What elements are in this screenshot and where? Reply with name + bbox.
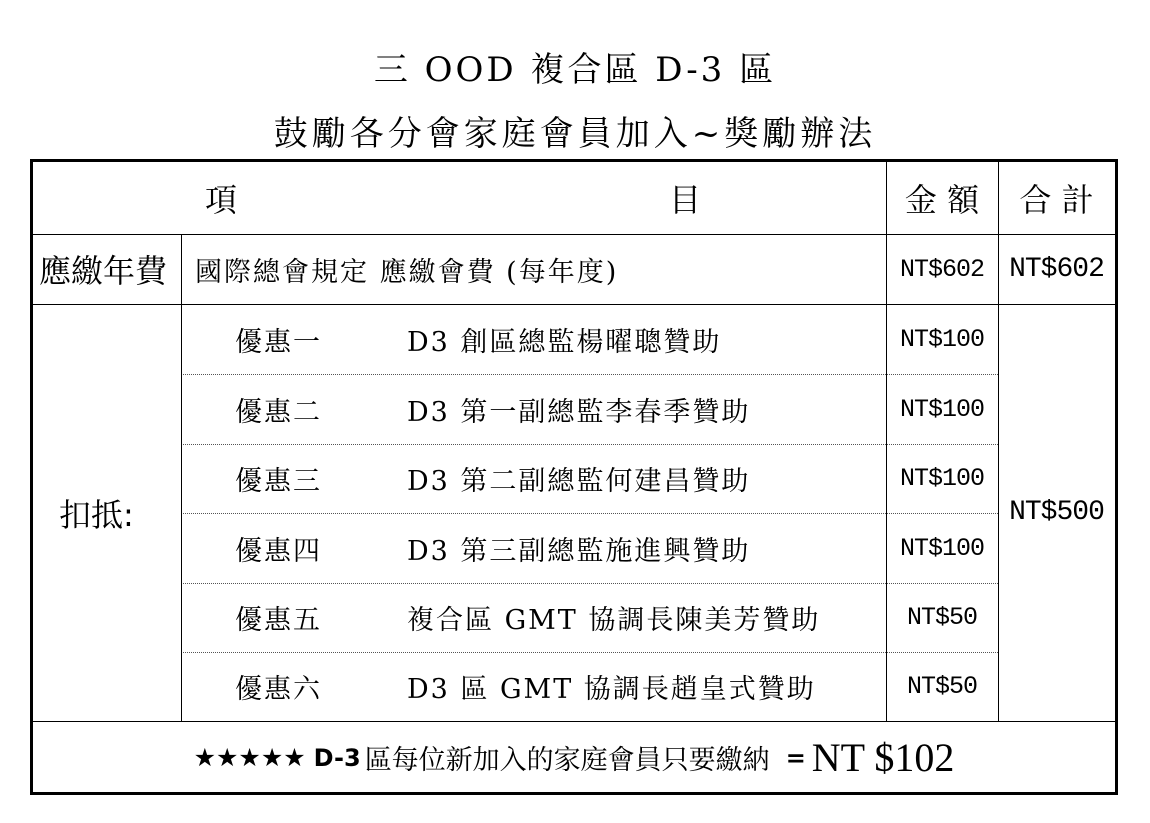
title-line-1: 三 OOD 複合區 D-3 區 bbox=[373, 50, 777, 90]
discount-name: 優惠一 bbox=[235, 326, 322, 358]
fee-description: 國際總會規定 應繳會費 (每年度) bbox=[195, 256, 619, 288]
discount-label: 扣抵: bbox=[59, 495, 134, 534]
footer-district: D-3 bbox=[313, 743, 361, 772]
discount-amount: NT$50 bbox=[906, 672, 977, 701]
footer-text: 區每位新加入的家庭會員只要繳納 bbox=[364, 745, 770, 776]
footer-amount: NT $102 bbox=[811, 735, 955, 780]
discount-amount: NT$100 bbox=[899, 394, 984, 424]
discount-sponsor: D3 第三副總監施進興贊助 bbox=[407, 535, 751, 567]
fee-total: NT$602 bbox=[1009, 253, 1104, 285]
discount-sponsor: D3 區 GMT 協調長趙皇式贊助 bbox=[407, 674, 816, 705]
fee-amount-cell bbox=[886, 234, 998, 304]
stars-icon: ★★★★★ bbox=[193, 743, 306, 772]
discount-amount-cell bbox=[886, 304, 998, 374]
discount-name: 優惠三 bbox=[235, 466, 322, 497]
header-total: 合 計 bbox=[1019, 181, 1094, 219]
discount-amount-cell bbox=[886, 444, 998, 513]
header-item-left: 項 bbox=[205, 181, 238, 219]
fee-label: 應繳年費 bbox=[39, 252, 168, 290]
header-item-right: 目 bbox=[669, 181, 702, 219]
footer-equals: = bbox=[785, 743, 806, 772]
discount-sponsor: D3 第二副總監何建昌贊助 bbox=[407, 466, 751, 497]
discount-sponsor: D3 第一副總監李春季贊助 bbox=[407, 396, 751, 428]
column-divider bbox=[181, 234, 182, 721]
discount-amount-cell bbox=[886, 374, 998, 444]
discount-name: 優惠四 bbox=[235, 535, 322, 567]
title-line-2: 鼓勵各分會家庭會員加入~獎勵辦法 bbox=[273, 114, 877, 154]
discount-amount: NT$100 bbox=[899, 533, 984, 563]
discount-amount: NT$50 bbox=[906, 603, 977, 632]
discount-amount-cell bbox=[886, 652, 998, 721]
discount-name: 優惠六 bbox=[235, 674, 322, 705]
discount-name: 優惠二 bbox=[235, 396, 322, 428]
discount-total: NT$500 bbox=[1009, 497, 1104, 528]
header-amount: 金 額 bbox=[904, 181, 980, 219]
row-divider bbox=[33, 721, 1115, 722]
discount-amount-cell bbox=[886, 513, 998, 583]
discount-amount-cell bbox=[886, 583, 998, 652]
discount-amount: NT$100 bbox=[899, 324, 984, 354]
discount-name: 優惠五 bbox=[235, 605, 322, 636]
fee-amount: NT$602 bbox=[899, 254, 984, 284]
discount-sponsor: D3 創區總監楊曜聰贊助 bbox=[407, 326, 722, 358]
footer-summary bbox=[33, 723, 1115, 792]
discount-amount: NT$100 bbox=[899, 464, 984, 493]
reward-table bbox=[30, 159, 1118, 795]
discount-sponsor: 複合區 GMT 協調長陳美芳贊助 bbox=[407, 605, 821, 636]
